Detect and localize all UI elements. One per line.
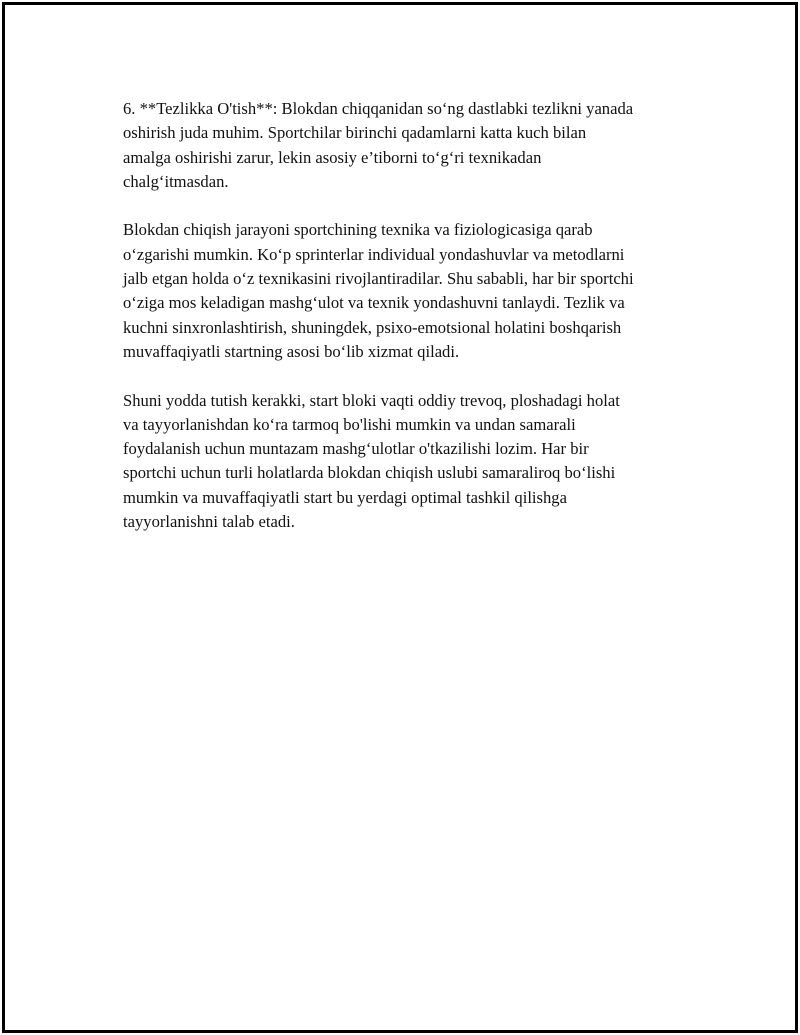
paragraph-block-start-technique: Blokdan chiqish jarayoni sportchining texnika va fiziologicasiga qarab o‘zgarishi mumkin. Ko‘p sprinterlar individual yondashuvlar va metodlarni jalb etgan holda o‘z texnikasini rivojlantiradilar. Shu sababli, har bir sportchi o‘ziga mos keladigan mashg‘ulot va texnik yondashuvni tanlaydi. Tezlik va kuchni sinxronlashtirish, shuningdek, psixo-emotsional holatini boshqarish muvaffaqiyatli startning asosi bo‘lib xizmat qiladi. [123,220,634,361]
paragraph-speed-transition: 6. **Tezlikka O'tish**: Blokdan chiqqanidan so‘ng dastlabki tezlikni yanada oshirish juda muhim. Sportchilar birinchi qadamlarni katta kuch bilan amalga oshirishi zarur, lekin asosiy e’tiborni to‘g‘ri texnikadan chalg‘itmasdan. [123,99,634,191]
document-body [123,97,698,559]
page-frame [2,2,798,1033]
paragraph-training-conclusion: Shuni yodda tutish kerakki, start bloki vaqti oddiy trevoq, ploshadagi holat va tayyorlanishdan ko‘ra tarmoq bo'lishi mumkin va undan samarali foydalanish uchun muntazam mashg‘ulotlar o'tkazilishi lozim. Har bir sportchi uchun turli holatlarda blokdan chiqish uslubi samaraliroq bo‘lishi mumkin va muvaffaqiyatli start bu yerdagi optimal tashkil qilishga tayyorlanishni talab etadi. [123,390,620,532]
